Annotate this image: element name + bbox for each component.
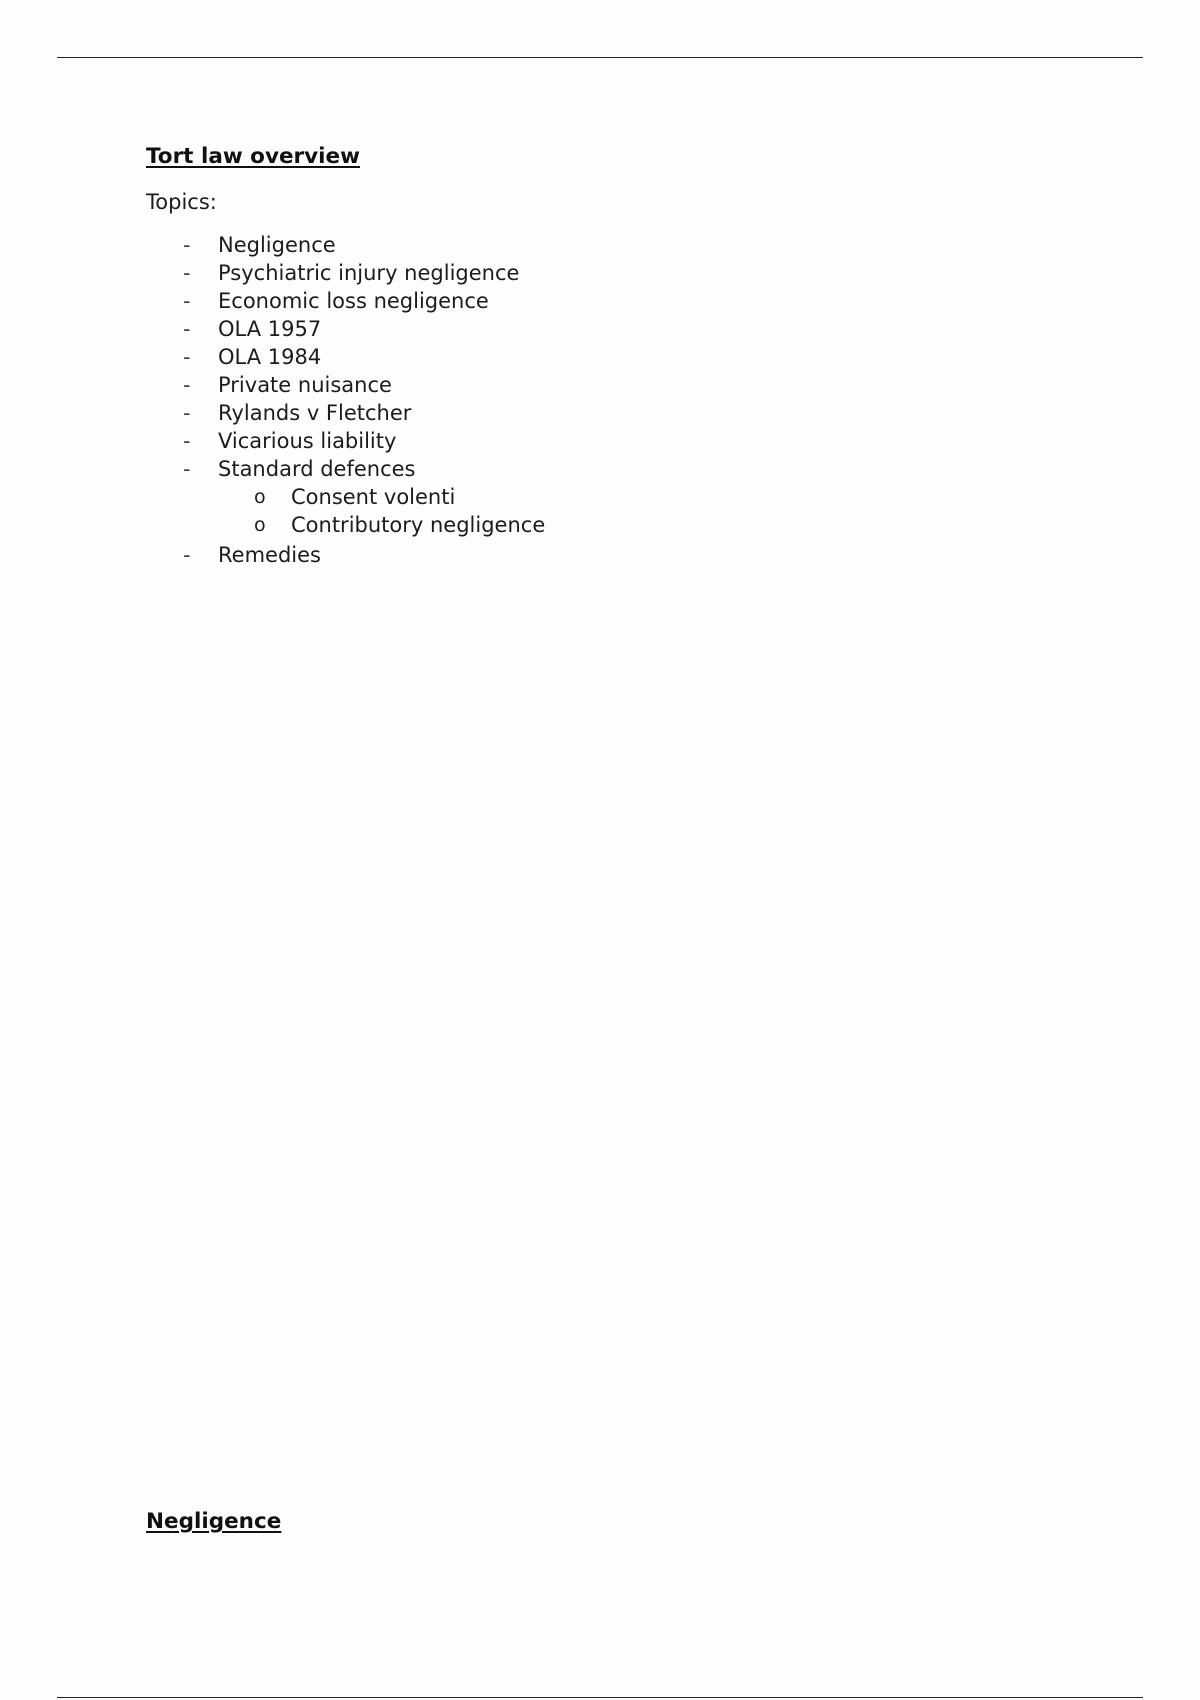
header-rule [57, 57, 1143, 58]
list-item [146, 231, 545, 259]
list-item-label: Economic loss negligence [218, 289, 489, 313]
list-item-label: Psychiatric injury negligence [218, 261, 520, 285]
page-heading: Tort law overview [146, 144, 360, 169]
list-item-label: OLA 1957 [218, 317, 322, 341]
dash-bullet-icon: - [183, 317, 191, 341]
list-item [146, 371, 545, 399]
sub-list [146, 483, 545, 541]
sub-list-item [146, 483, 545, 511]
list-item [146, 455, 545, 483]
topics-list [146, 231, 545, 569]
list-item-label: Vicarious liability [218, 429, 397, 453]
circle-bullet-icon: o [254, 514, 266, 536]
list-item [146, 427, 545, 455]
list-item-label: Negligence [218, 233, 336, 257]
list-item-label: Rylands v Fletcher [218, 401, 412, 425]
list-item-label: Remedies [218, 543, 321, 567]
sub-list-item [146, 511, 545, 539]
list-item [146, 343, 545, 371]
sub-list-item-label: Contributory negligence [291, 513, 546, 537]
sub-list-item-label: Consent volenti [291, 485, 456, 509]
list-item-label: Standard defences [218, 457, 416, 481]
dash-bullet-icon: - [183, 401, 191, 425]
dash-bullet-icon: - [183, 261, 191, 285]
sub-list-wrapper [146, 483, 545, 541]
topics-intro: Topics: [146, 190, 217, 214]
list-item [146, 259, 545, 287]
list-item [146, 399, 545, 427]
dash-bullet-icon: - [183, 289, 191, 313]
dash-bullet-icon: - [183, 373, 191, 397]
dash-bullet-icon: - [183, 233, 191, 257]
list-item-label: Private nuisance [218, 373, 392, 397]
list-item [146, 315, 545, 343]
footer-rule [57, 1697, 1143, 1698]
section-heading: Negligence [146, 1509, 282, 1534]
list-item [146, 287, 545, 315]
list-item-label: OLA 1984 [218, 345, 322, 369]
dash-bullet-icon: - [183, 345, 191, 369]
list-item [146, 541, 545, 569]
circle-bullet-icon: o [254, 486, 266, 508]
dash-bullet-icon: - [183, 429, 191, 453]
dash-bullet-icon: - [183, 457, 191, 481]
dash-bullet-icon: - [183, 543, 191, 567]
